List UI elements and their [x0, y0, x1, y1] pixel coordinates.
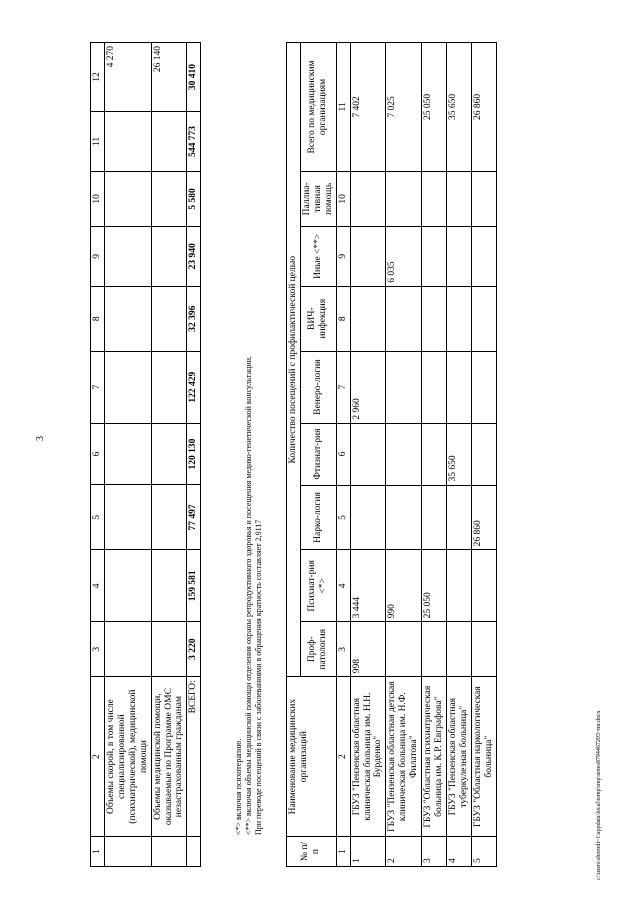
cell: [471, 550, 496, 622]
cell: [471, 226, 496, 286]
cell: [422, 286, 447, 351]
org-name: ГБУЗ "Пензенская областная клиническая больница им. Н.Н. Бурденко": [350, 677, 386, 837]
header-col: Всего по медицинским организациям: [300, 43, 336, 172]
cell: [386, 351, 422, 423]
cell: 25 050: [422, 550, 447, 622]
cell: [104, 171, 151, 226]
cell: [422, 351, 447, 423]
col-number: 8: [91, 286, 105, 351]
col-number: 9: [336, 226, 350, 286]
table-row: [471, 43, 496, 867]
header-row: [287, 43, 301, 867]
header-col: Иные <**>: [300, 226, 336, 286]
header-col: Проф-патология: [300, 622, 336, 677]
header-col: Фтизиат-рия: [300, 423, 336, 485]
cell: 26 140: [151, 43, 187, 112]
col-number: 9: [91, 226, 105, 286]
cell: [386, 485, 422, 550]
cell: [386, 286, 422, 351]
cell: [151, 423, 187, 485]
table-row: [336, 43, 350, 867]
total-cell: 5 580: [187, 171, 201, 226]
cell: [151, 112, 187, 172]
cell: 998: [350, 622, 386, 677]
total-cell: 544 773: [187, 112, 201, 172]
cell: [350, 423, 386, 485]
footnote: При переводе посещений в связи с заболеваниями в обращения кратность составляет 2,9117: [254, 519, 263, 835]
cell: [151, 171, 187, 226]
footnote: <*> включая психотерапию.: [234, 738, 243, 835]
cell: [151, 622, 187, 677]
cell: [422, 171, 447, 226]
cell: [446, 622, 471, 677]
cell: [471, 622, 496, 677]
total-cell: 30 410: [187, 43, 201, 112]
header-col: Венеро-логия: [300, 351, 336, 423]
col-number: 4: [91, 550, 105, 622]
row-num: 4: [446, 837, 471, 867]
cell: [104, 550, 151, 622]
table-row: [151, 43, 187, 867]
total-cell: 120 130: [187, 423, 201, 485]
cell: 2 960: [350, 351, 386, 423]
col-number: 5: [91, 485, 105, 550]
cell: [104, 622, 151, 677]
header-num: № п/п: [287, 837, 337, 867]
cell: [350, 286, 386, 351]
total-cell: 35 650: [446, 43, 471, 172]
header-col: Нарко-логия: [300, 485, 336, 550]
row-num: 1: [350, 837, 386, 867]
footnotes: [234, 35, 264, 835]
total-cell: 26 860: [471, 43, 496, 172]
col-number: 1: [91, 837, 105, 867]
col-number: 10: [91, 171, 105, 226]
col-number: 7: [91, 351, 105, 423]
table-row: [386, 43, 422, 867]
cell: [350, 485, 386, 550]
cell: [151, 485, 187, 550]
row-num: 3: [422, 837, 447, 867]
col-number: 7: [336, 351, 350, 423]
header-col: Паллиа-тивная помощь: [300, 171, 336, 226]
cell: [386, 171, 422, 226]
cell: [151, 286, 187, 351]
org-name: ГБУЗ "Пензенская областная туберкулезная больница": [446, 677, 471, 837]
cell: 990: [386, 550, 422, 622]
header-col: ВИЧ-инфекция: [300, 286, 336, 351]
col-number: 2: [91, 677, 105, 837]
cell: 35 650: [446, 423, 471, 485]
cell: 4 270: [104, 43, 151, 112]
table-row: [422, 43, 447, 867]
total-cell: 23 940: [187, 226, 201, 286]
col-number: 6: [91, 423, 105, 485]
col-number: 3: [336, 622, 350, 677]
org-name: ГБУЗ "Областная наркологическая больница": [471, 677, 496, 837]
header-name: Наименование медицинских организаций: [287, 677, 337, 837]
total-cell: 7 402: [350, 43, 386, 172]
table-row: [104, 43, 151, 867]
footer-file-path: c:\users\sborodi~1\appdata\local\temp\tmp\notes8794467203~mr.docx: [596, 710, 602, 880]
cell: [446, 226, 471, 286]
cell: [446, 550, 471, 622]
row-name: Объемы медицинской помощи, оказываемые по Программе ОМС незастрахованным гражданам: [151, 677, 187, 837]
row-name: Объемы скорой, в том числе специализированной (психиатрической), медицинской помощи: [104, 677, 151, 837]
col-number: 11: [91, 112, 105, 172]
cell: [446, 286, 471, 351]
cell: [104, 112, 151, 172]
col-number: 3: [91, 622, 105, 677]
cell: [471, 286, 496, 351]
cell: [422, 485, 447, 550]
org-name: ГБУЗ "Пензенская областная детская клиническая больница им. Н.Ф. Филатова": [386, 677, 422, 837]
row-num: [187, 837, 201, 867]
cell: [386, 622, 422, 677]
cell: [104, 226, 151, 286]
cell: [104, 485, 151, 550]
total-cell: 32 396: [187, 286, 201, 351]
total-label: ВСЕГО:: [187, 677, 201, 837]
row-num: [151, 837, 187, 867]
total-cell: 122 429: [187, 351, 201, 423]
cell: [350, 171, 386, 226]
row-num: [104, 837, 151, 867]
table-row: [91, 43, 105, 867]
col-number: 6: [336, 423, 350, 485]
total-cell: 7 025: [386, 43, 422, 172]
cell: [104, 351, 151, 423]
footnote: <**> включая объемы медицинской помощи отделения охраны репродуктивного здоровья и посещения медико-генетической консультации.: [244, 355, 253, 835]
total-cell: 159 581: [187, 550, 201, 622]
cell: [104, 286, 151, 351]
preventive-visits-table: [286, 42, 497, 867]
cell: [446, 485, 471, 550]
cell: [151, 351, 187, 423]
cell: 6 035: [386, 226, 422, 286]
header-col: Психиат-рия <*>: [300, 550, 336, 622]
cell: [446, 171, 471, 226]
total-cell: 25 050: [422, 43, 447, 172]
col-number: 12: [91, 43, 105, 112]
top-volume-table: [90, 42, 201, 867]
table-row: [446, 43, 471, 867]
cell: [422, 423, 447, 485]
col-number: 1: [336, 837, 350, 867]
row-num: 5: [471, 837, 496, 867]
cell: [471, 171, 496, 226]
cell: [151, 226, 187, 286]
cell: 26 860: [471, 485, 496, 550]
col-number: 4: [336, 550, 350, 622]
total-cell: 3 220: [187, 622, 201, 677]
cell: [422, 622, 447, 677]
col-number: 8: [336, 286, 350, 351]
cell: [350, 226, 386, 286]
cell: [446, 351, 471, 423]
table-row: [350, 43, 386, 867]
col-number: 11: [336, 43, 350, 172]
row-num: 2: [386, 837, 422, 867]
cell: [422, 226, 447, 286]
cell: [151, 550, 187, 622]
page-number: 3: [35, 436, 46, 441]
header-group: Количество посещений с профилактической целью: [287, 43, 301, 677]
total-row: [187, 43, 201, 867]
col-number: 2: [336, 677, 350, 837]
col-number: 10: [336, 171, 350, 226]
cell: [471, 423, 496, 485]
org-name: ГБУЗ "Областная психиатрическая больница им. К.Р. Евграфова": [422, 677, 447, 837]
total-cell: 77 497: [187, 485, 201, 550]
cell: [471, 351, 496, 423]
cell: 3 444: [350, 550, 386, 622]
col-number: 5: [336, 485, 350, 550]
cell: [386, 423, 422, 485]
cell: [104, 423, 151, 485]
